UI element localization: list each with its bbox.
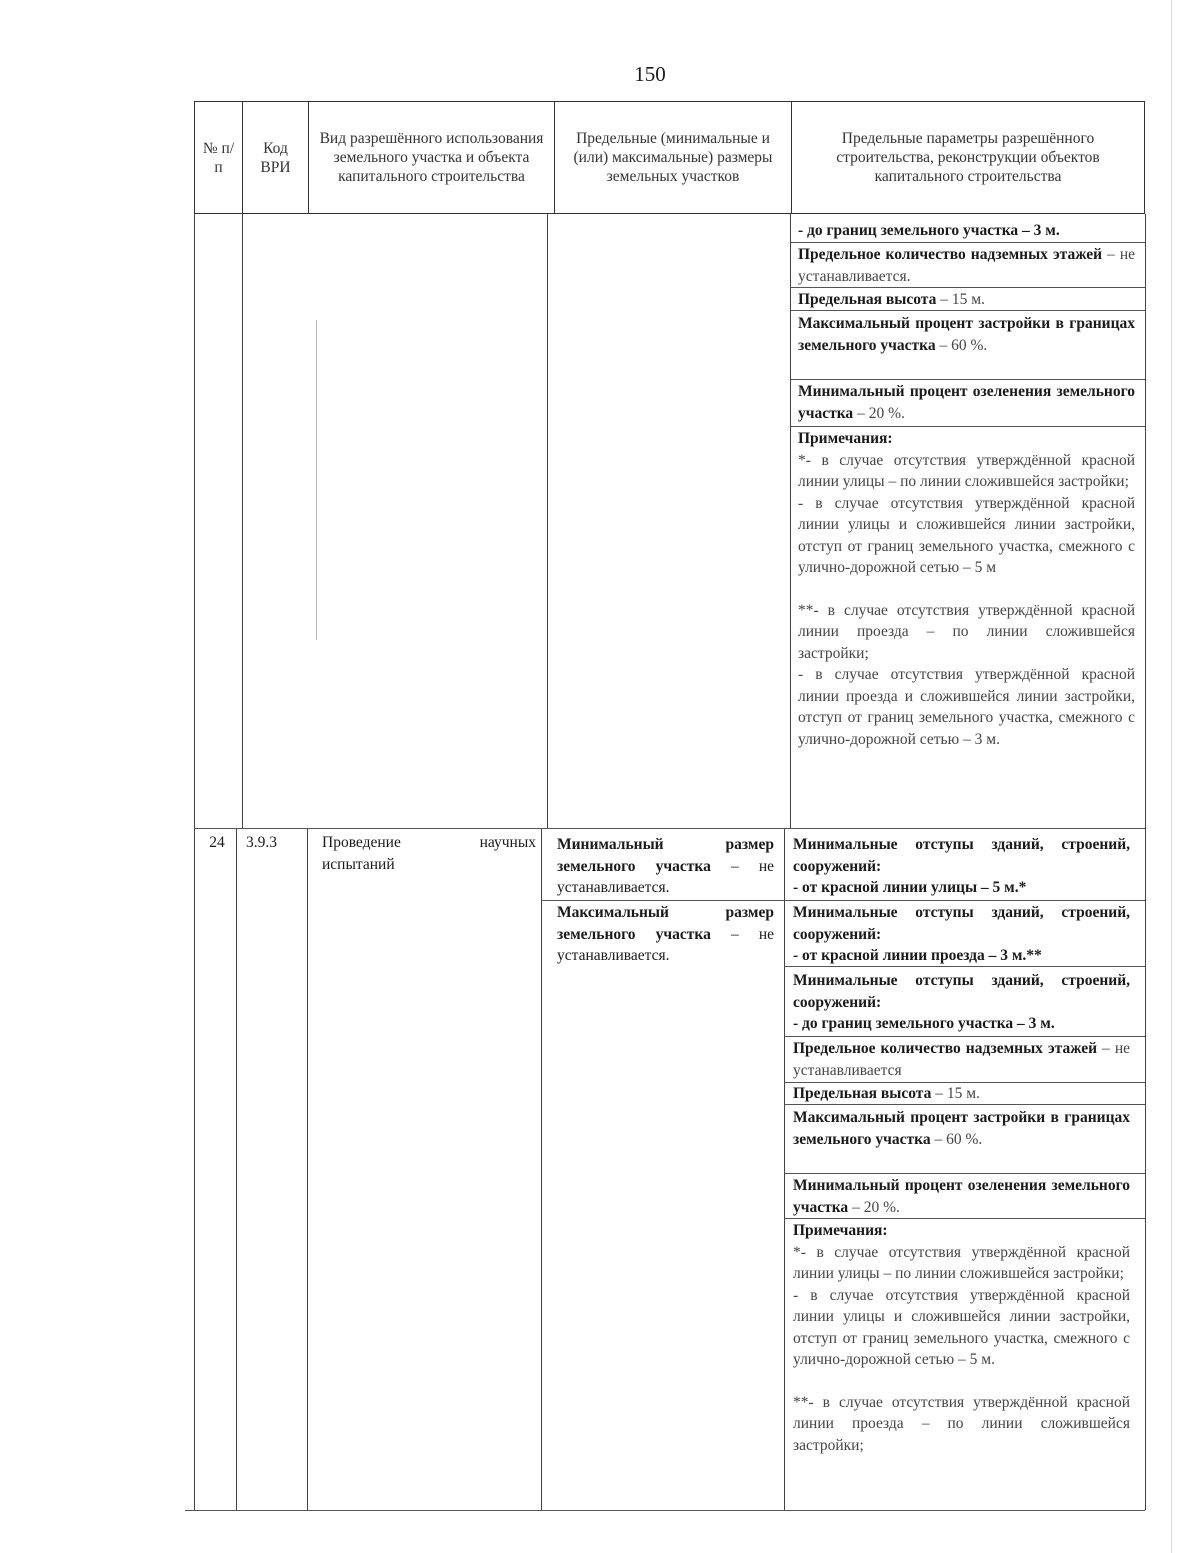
row-24-floors [793,1038,1130,1081]
row-24-setback-boundary: - до границ земельного участка – 3 м. [793,1015,1055,1032]
cont-coverage [798,313,1135,356]
grid-line-col1-lower [236,828,237,1510]
cont-setback-boundary: - до границ земельного участка – 3 м. [798,222,1060,239]
grid-line-col3-lower [541,828,542,1510]
row-24-max-size [557,902,774,967]
grid-line-col3 [547,214,548,828]
row-24-min-size [557,834,774,899]
row-24-greening-label: Минимальный процент озеленения земельного участка [793,1177,1130,1216]
row-divider [790,379,1145,380]
row-divider [784,1218,1145,1219]
row-24-setback-street: - от красной линии улицы – 5 м.* [793,879,1027,896]
row-divider [790,426,1145,427]
cont-note-3: **- в случае отсутствия утверждённой красной линии проезда – по линии сложившейся застройки; [798,601,1135,662]
row-24-number: 24 [209,834,225,851]
row-divider [784,1173,1145,1174]
header-plot-size: Предельные (минимальные и (или) максимальные) размеры земельных участков [555,102,792,213]
row-24-setbacks-title: Минимальные отступы зданий, строений, сооружений: [793,836,1130,875]
grid-line-col1 [242,214,243,828]
cont-floors-value: – не устанавливается. [798,246,1135,285]
cont-height-label: Предельная высота [798,291,937,308]
row-24-notes-spacer [793,1371,1130,1392]
row-24-height [793,1083,1130,1105]
row-24-notes [793,1220,1130,1456]
row-divider [541,900,1145,901]
cont-notes [798,428,1135,750]
grid-line-col4-lower [784,828,785,1510]
row-divider [790,242,1145,243]
grid-line-col2-lower [307,828,308,1510]
row-24-coverage [793,1107,1130,1150]
row-24-height-label: Предельная высота [793,1085,932,1102]
row-24-setbacks-street [793,834,1130,899]
row-24-coverage-label: Максимальный процент застройки в границах земельного участка [793,1109,1130,1148]
row-24-max-size-value: – не устанавливается. [557,925,774,964]
cont-notes-spacer [798,579,1135,600]
grid-line-left [194,214,195,1510]
cont-height-value: – 15 м. [936,291,985,308]
row-divider [790,287,1145,288]
row-24-floors-value: – не устанавливается [793,1040,1130,1079]
grid-line-right [1145,214,1146,1510]
table-header [194,101,1145,214]
cont-note-1: *- в случае отсутствия утверждённой красной линии улицы – по линии сложившейся застройки; [798,451,1135,490]
grid-line-col2-faint [316,320,317,640]
header-code: Код ВРИ [243,102,309,213]
cont-note-2: - в случае отсутствия утверждённой красной линии улицы и сложившейся линии застройки, отступ от границ земельного участка, смежного с улично-дорожной сетью – 5 м [798,494,1135,576]
header-number: № п/п [195,102,243,213]
grid-line-col4 [790,214,791,828]
page-number: 150 [634,62,666,86]
row-24-setbacks-boundary [793,970,1130,1035]
header-parameters: Предельные параметры разрешённого строительства, реконструкции объектов капитального строительства [836,130,1100,185]
row-24-min-size-value: – не устанавливается. [557,857,774,896]
header-use-type: Вид разрешённого использования земельного участка и объекта капитального строительства [309,102,555,213]
row-24-coverage-value: – 60 %. [930,1130,983,1148]
cont-floors-label: Предельное количество надземных этажей [798,246,1103,263]
page-bottom-rule [185,1510,1145,1511]
row-24-note-1: *- в случае отсутствия утверждённой красной линии улицы – по линии сложившейся застройки; [793,1243,1130,1282]
cont-coverage-label: Максимальный процент застройки в границах земельного участка [798,315,1135,354]
cont-greening-label: Минимальный процент озеленения земельного участка [798,383,1135,422]
row-24-setbacks-passage [793,902,1130,967]
row-24-greening [793,1175,1130,1218]
row-24-setback-passage: - от красной линии проезда – 3 м.** [793,947,1042,964]
row-24-min-size-label: Минимальный размер земельного участка [557,836,774,875]
cont-greening [798,381,1135,424]
row-24-note-2: - в случае отсутствия утверждённой красной линии улицы и сложившейся линии застройки, отступ от границ земельного участка, смежного с улично-дорожной сетью – 5 м. [793,1286,1130,1368]
row-24-setbacks-title-2: Минимальные отступы зданий, строений, сооружений: [793,904,1130,943]
row-24-max-size-label: Максимальный размер земельного участка [557,904,774,943]
row-24-height-value: – 15 м. [931,1085,980,1102]
row-24-code: 3.9.3 [246,834,277,851]
row-24-notes-title: Примечания: [793,1222,888,1239]
row-24-setbacks-title-3: Минимальные отступы зданий, строений, сооружений: [793,972,1130,1011]
cont-coverage-value: – 60 %. [939,336,988,354]
row-24-use-name: Проведение научных испытаний [322,834,536,873]
row-24-note-3: **- в случае отсутствия утверждённой красной линии проезда – по линии сложившейся застройки; [793,1393,1130,1454]
cont-floors [798,244,1135,287]
scan-edge [1171,0,1172,1553]
cont-notes-title: Примечания: [798,430,893,447]
row-divider [784,1036,1145,1037]
row-24-top [194,828,1145,829]
row-24-floors-label: Предельное количество надземных этажей [793,1040,1098,1057]
cont-greening-value: – 20 %. [853,404,905,422]
cont-note-4: - в случае отсутствия утверждённой красной линии проезда и сложившейся линии застройки, отступ от границ земельного участка, смежного с улично-дорожной сетью – 3 м. [798,666,1135,748]
row-24-greening-value: – 20 %. [848,1198,900,1216]
cont-height [798,289,1135,311]
